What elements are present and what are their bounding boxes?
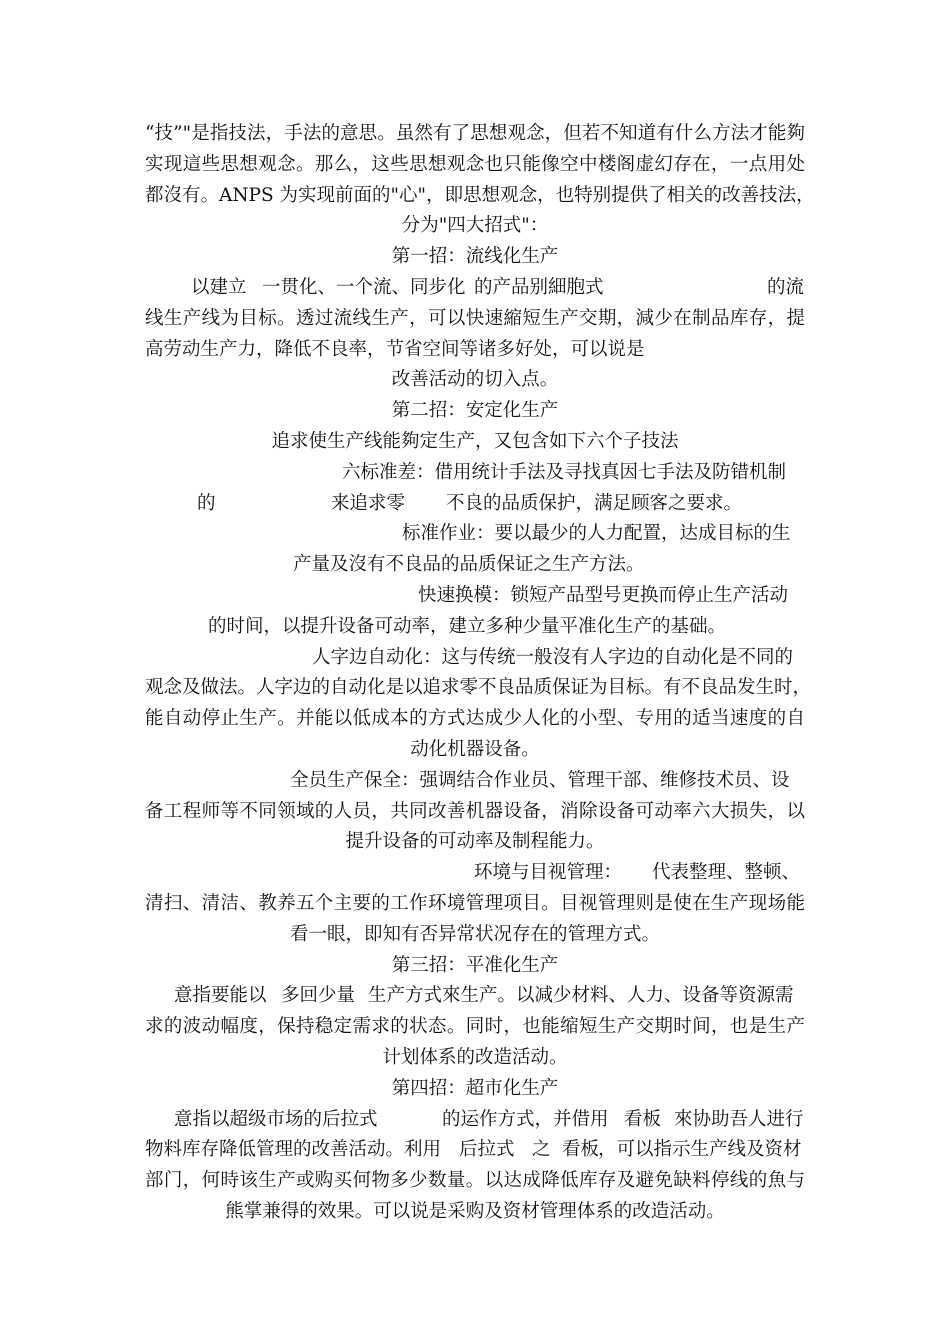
text-fragment: 之 <box>532 1139 551 1160</box>
text-fragment: 后拉式 <box>459 1139 515 1160</box>
text-fragment: 物料库存降低管理的改善活动。利用 <box>145 1139 442 1160</box>
sub-technique-title: 全员生产保全：强调结合作业员、管理干部、维修技术员、设 <box>290 770 790 791</box>
paragraph-line: 计划体系的改造活动。 <box>382 1047 568 1068</box>
text-fragment: 的流 <box>767 277 805 298</box>
text-fragment: 看板 <box>562 1139 600 1160</box>
paragraph-line: 改善活动的切入点。 <box>391 369 559 390</box>
paragraph-line: “技”"是指技法，手法的意思。虽然有了思想观念，但若不知道有什么方法才能夠 <box>145 123 805 144</box>
paragraph-line: 追求使生产线能夠定生产，又包含如下六个子技法 <box>271 431 679 452</box>
paragraph-line: 备工程师等不同领域的人员，共同改善机器设备，消除设备可动率六大损失，以 <box>145 801 805 822</box>
text-fragment: ，可以指示生产线及资材 <box>598 1139 802 1160</box>
paragraph-line: 求的波动幅度，保持稳定需求的状态。同时，也能缩短生产交期时间，也是生产 <box>145 1016 805 1037</box>
paragraph-line: 动化机器设备。 <box>410 739 540 760</box>
sub-technique-title: 人字边自动化：这与传统一般沒有人字边的自动化是不同的 <box>312 647 794 668</box>
text-fragment: 看板 <box>624 1109 662 1130</box>
text-fragment: 一贯化、一个流、同步化 <box>262 277 466 298</box>
paragraph-line: 熊掌兼得的效果。可以说是采购及资材管理体系的改造活动。 <box>225 1201 725 1222</box>
paragraph-line: 产量及沒有不良品的品质保证之生产方法。 <box>293 554 645 575</box>
text-fragment: 代表整理、整顿、 <box>652 862 801 883</box>
sub-technique-title: 快速换模：锁短产品型号更换而停止生产活动 <box>418 585 789 606</box>
sub-technique-title: 环境与目视管理： <box>474 862 623 883</box>
text-fragment: 的运作方式，并借用 <box>442 1109 609 1130</box>
text-fragment: 来追求零 <box>331 493 406 514</box>
paragraph-line: 提升设备的可动率及制程能力。 <box>345 831 605 852</box>
section-heading: 第二招：安定化生产 <box>391 400 559 421</box>
paragraph-line: 线生产线为目标。透过流线生产，可以快速縮短生产交期，減少在制品库存，提 <box>145 308 805 329</box>
paragraph-line: 都沒有。ANPS 为实现前面的"心"，即思想观念，也特别提供了相关的改善技法， <box>145 185 815 206</box>
text-fragment: 多回少量 <box>281 985 356 1006</box>
section-heading: 第三招：平准化生产 <box>391 955 559 976</box>
text-fragment: 意指以超级市场的后拉式 <box>174 1109 378 1130</box>
paragraph-line: 能自动停止生产。并能以低成本的方式达成少人化的小型、专用的适当速度的自 <box>145 708 805 729</box>
text-fragment: 意指要能以 <box>174 985 267 1006</box>
sub-technique-title: 标准作业：要以最少的人力配置，达成目标的生 <box>402 523 791 544</box>
text-fragment: 的产品别細胞式 <box>474 277 604 298</box>
text-fragment: 以建立 <box>191 277 247 298</box>
paragraph-line: 分为"四大招式"： <box>401 215 549 236</box>
text-fragment: 生产方式來生产。以减少材料、人力、设备等资源需 <box>368 985 794 1006</box>
section-heading: 第四招：超市化生产 <box>391 1078 559 1099</box>
text-fragment: 不良的品质保护，满足顾客之要求。 <box>446 493 743 514</box>
paragraph-line: 看一眼，即知有否异常状况存在的管理方式。 <box>289 924 660 945</box>
paragraph-line: 部门，何時该生产或购买何物多少数量。以达成降低库存及避免缺料停线的魚与 <box>145 1170 805 1191</box>
paragraph-line: 观念及做法。人字边的自动化是以追求零不良品质保证为目标。有不良品发生时， <box>145 677 812 698</box>
paragraph-line: 的时间，以提升设备可动率，建立多种少量平准化生产的基础。 <box>208 616 727 637</box>
paragraph-line: 清扫、清洁、教养五个主要的工作环境管理项目。目视管理则是使在生产现场能 <box>145 893 805 914</box>
sub-technique-title: 六标准差：借用统计手法及寻找真因七手法及防错机制 <box>342 462 787 483</box>
section-heading: 第一招：流线化生产 <box>391 246 559 267</box>
text-fragment: 的 <box>197 493 216 514</box>
paragraph-line: 高劳动生产力，降低不良率，节省空间等诸多好处，可以说是 <box>145 339 645 360</box>
text-fragment: 來协助吾人进行 <box>674 1109 804 1130</box>
paragraph-line: 实现這些思想观念。那么，这些思想观念也只能像空中楼阁虚幻存在，一点用处 <box>145 154 805 175</box>
